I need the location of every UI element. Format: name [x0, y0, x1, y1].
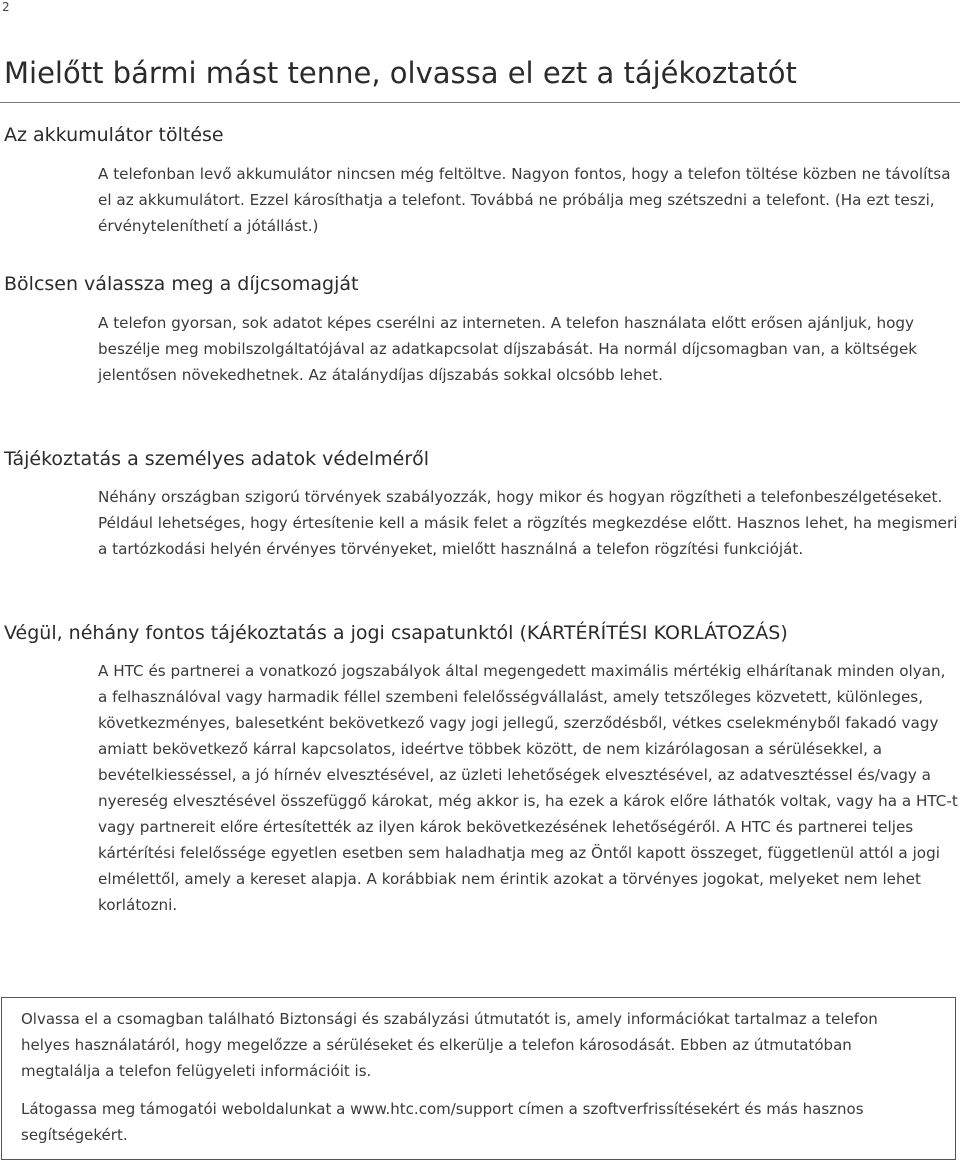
page-number: 2 — [2, 0, 10, 14]
section-body-battery-charging: A telefonban levő akkumulátor nincsen még feltöltve. Nagyon fontos, hogy a telefon töltése közben ne távolítsa el az akkumulátort. Ezzel károsíthatja a telefont. Továbbá ne próbálja meg szétszedni a telefont. (Ha ezt teszi, érvényteleníthetí a jótállást.) — [98, 165, 951, 235]
page-title: Mielőtt bármi mást tenne, olvassa el ezt a tájékoztatót — [4, 56, 797, 90]
section-heading-privacy: Tájékoztatás a személyes adatok védelméről — [4, 448, 430, 470]
section-heading-legal: Végül, néhány fontos tájékoztatás a jogi csapatunktól (KÁRTÉRÍTÉSI KORLÁTOZÁS) — [4, 622, 788, 644]
notice-safety-guide: Olvassa el a csomagban található Biztonsági és szabályzási útmutatót is, amely információkat tartalmaz a telefon helyes használatáról, hogy megelőzze a sérüléseket és elkerülje a telefon károsodását. Ebben az útmutatóban megtalálja a telefon felügyeleti információit is. — [21, 1010, 878, 1080]
section-body-rate-plan: A telefon gyorsan, sok adatot képes cserélni az interneten. A telefon használata előtt erősen ajánljuk, hogy beszélje meg mobilszolgáltatójával az adatkapcsolat díjszabását. Ha normál díjcsomagban van, a költségek jelentősen növekedhetnek. Az átalánydíjas díjszabás sokkal olcsóbb lehet. — [98, 314, 918, 384]
title-divider — [0, 102, 960, 103]
section-heading-rate-plan: Bölcsen válassza meg a díjcsomagját — [4, 273, 359, 295]
notice-support-website: Látogassa meg támogatói weboldalunkat a www.htc.com/support címen a szoftverfrissítésekért és más hasznos segítségekért. — [21, 1100, 864, 1144]
notice-box — [1, 997, 956, 1160]
section-body-legal: A HTC és partnerei a vonatkozó jogszabályok által megengedett maximális mértékig elhárítanak minden olyan, a felhasználóval vagy harmadik féllel szembeni felelősségvállalást, amely tetszőleges közvetett, különleges, következményes, balesetként bekövetkező vagy jogi jellegű, szerződésből, vétkes cselekményből fakadó vagy amiatt bekövetkező kárral kapcsolatos, ideértve többek között, de nem kizárólagosan a sérülésekkel, a bevételkiesséssel, a jó hírnév elvesztésével, az üzleti lehetőségek elvesztésével, az adatvesztéssel és/vagy a nyereség elvesztésével összefüggő károkat, még akkor is, ha ezek a károk előre láthatók voltak, vagy ha a HTC-t vagy partnereit előre értesítették az ilyen károk bekövetkezésének lehetőségéről. A HTC és partnerei teljes kártérítési felelőssége egyetlen esetben sem haladhatja meg az Öntől kapott összeget, függetlenül attól a jogi elmélettől, amely a kereset alapja. A korábbiak nem érintik azokat a törvényes jogokat, melyeket nem lehet korlátozni. — [98, 662, 958, 914]
section-body-privacy: Néhány országban szigorú törvények szabályozzák, hogy mikor és hogyan rögzítheti a telefonbeszélgetéseket. Például lehetséges, hogy értesítenie kell a másik felet a rögzítés megkezdése előtt. Hasznos lehet, ha megismeri a tartózkodási helyén érvényes törvényeket, mielőtt használná a telefon rögzítési funkcióját. — [98, 488, 958, 558]
section-heading-battery-charging: Az akkumulátor töltése — [4, 124, 224, 146]
